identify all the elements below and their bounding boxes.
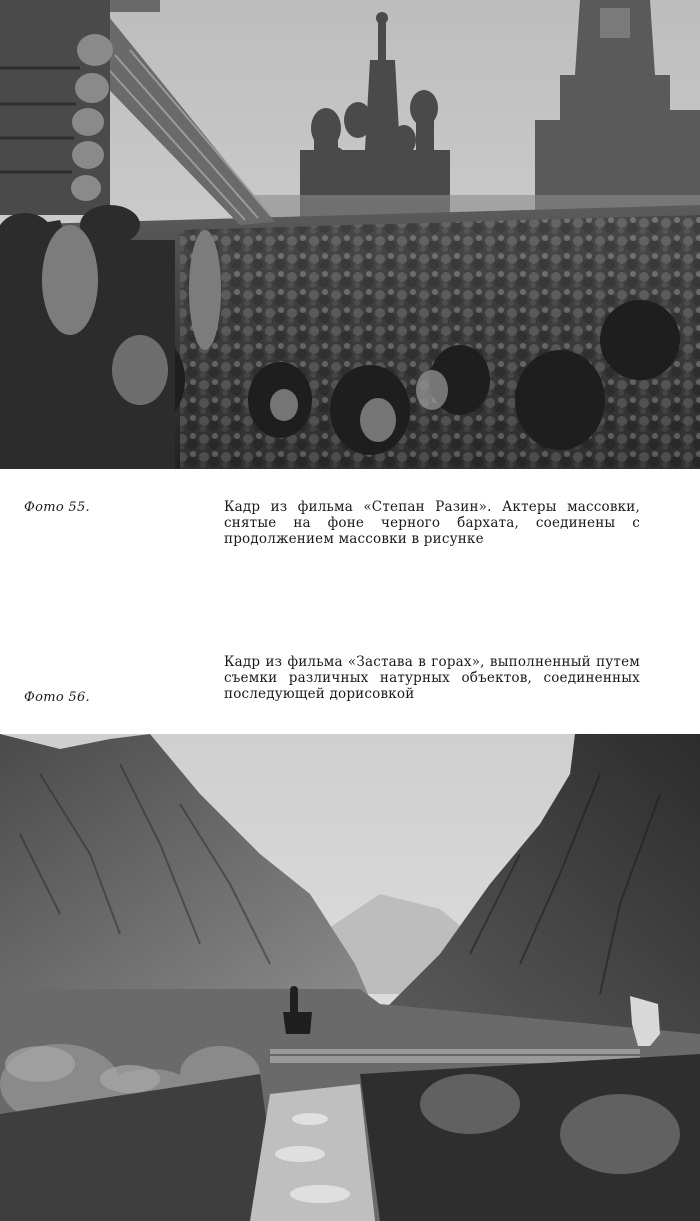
- figure-56-label: Фото 56.: [24, 690, 90, 705]
- photo-56-image: [0, 734, 700, 1221]
- figure-56-caption: Кадр из фильма «Застава в горах», выполненный путем съемки различных натурных объектов, соединенных последующей дорисовкой: [224, 654, 640, 702]
- figure-55-caption: Кадр из фильма «Степан Разин». Актеры массовки, снятые на фоне черного бархата, соединены с продолжением массовки в рисунке: [224, 499, 640, 547]
- photo-55-image: [0, 0, 700, 469]
- figure-55-label: Фото 55.: [24, 500, 90, 515]
